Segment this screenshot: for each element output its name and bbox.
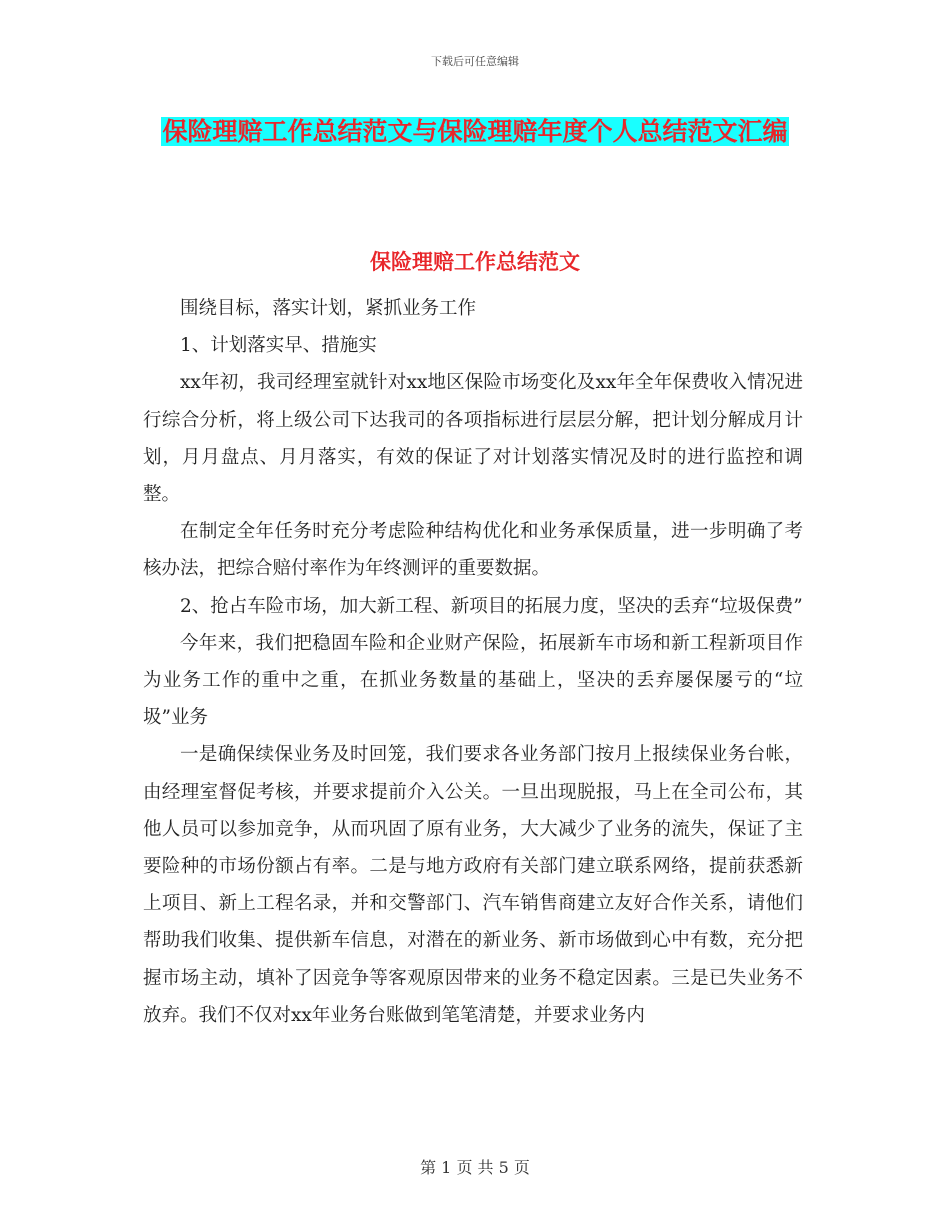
paragraph: 围绕目标，落实计划，紧抓业务工作 <box>180 298 477 319</box>
document-body <box>143 290 803 1034</box>
paragraph: 2、抢占车险市场，加大新工程、新项目的拓展力度，坚决的丢弃“垃圾保费” <box>180 595 803 617</box>
paragraph: 今年来，我们把稳固车险和企业财产保险，拓展新车市场和新工程新项目作为业务工作的重中之重，在抓业务数量的基础上，坚决的丢弃屡保屡亏的“垃圾”业务 <box>143 632 803 729</box>
header-note: 下载后可任意编辑 <box>431 55 519 68</box>
paragraph: 1、计划落实早、措施实 <box>180 335 377 357</box>
page-footer: 第 1 页 共 5 页 <box>420 1158 530 1177</box>
paragraph: 一是确保续保业务及时回笼，我们要求各业务部门按月上报续保业务台帐，由经理室督促考核，并要求提前介入公关。一旦出现脱报，马上在全司公布，其他人员可以参加竞争，从而巩固了原有业务，大大减少了业务的流失，保证了主要险种的市场份额占有率。二是与地方政府有关部门建立联系网络，提前获悉新上项目、新上工程名录，并和交警部门、汽车销售商建立友好合作关系，请他们帮助我们收集、提供新车信息，对潜在的新业务、新市场做到心中有数，充分把握市场主动，填补了因竞争等客观原因带来的业务不稳定因素。三是已失业务不放弃。我们不仅对xx年业务台账做到笔笔清楚，并要求业务内 <box>143 744 803 1026</box>
paragraph: xx年初，我司经理室就针对xx地区保险市场变化及xx年全年保费收入情况进行综合分析，将上级公司下达我司的各项指标进行层层分解，把计划分解成月计划，月月盘点、月月落实，有效的保证了对计划落实情况及时的进行监控和调整。 <box>143 372 803 506</box>
section-title: 保险理赔工作总结范文 <box>370 249 580 274</box>
document-title-text: 保险理赔工作总结范文与保险理赔年度个人总结范文汇编 <box>162 117 788 146</box>
document-title <box>140 110 810 154</box>
paragraph: 在制定全年任务时充分考虑险种结构优化和业务承保质量，进一步明确了考核办法，把综合赔付率作为年终测评的重要数据。 <box>143 521 803 580</box>
